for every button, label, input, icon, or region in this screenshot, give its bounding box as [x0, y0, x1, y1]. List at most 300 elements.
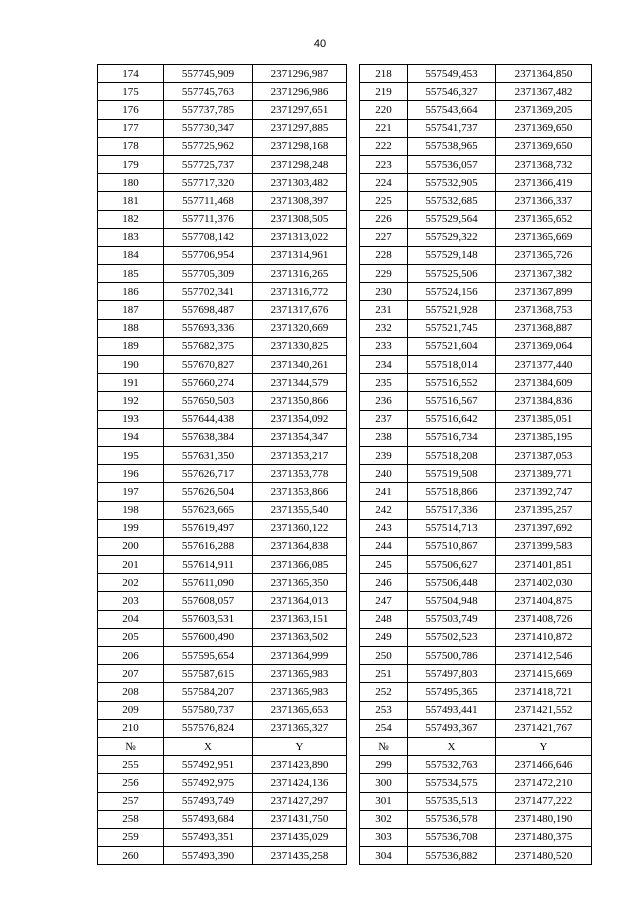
table-row — [360, 647, 592, 665]
table-row — [98, 810, 347, 828]
y-coordinate-cell: 2371399,583 — [496, 537, 592, 555]
point-number-cell: 253 — [360, 701, 408, 719]
point-number-cell: 245 — [360, 556, 408, 574]
point-number-cell: 258 — [98, 810, 164, 828]
x-coordinate-cell: 557521,604 — [408, 337, 496, 355]
point-number-cell: 236 — [360, 392, 408, 410]
table-row — [360, 301, 592, 319]
y-coordinate-cell: 2371354,347 — [253, 428, 347, 446]
x-coordinate-cell: 557516,734 — [408, 428, 496, 446]
point-number-cell: 242 — [360, 501, 408, 519]
table-row — [98, 465, 347, 483]
point-number-cell: 248 — [360, 610, 408, 628]
point-number-cell: 210 — [98, 719, 164, 737]
y-coordinate-cell: 2371435,029 — [253, 828, 347, 846]
x-coordinate-cell: 557518,208 — [408, 446, 496, 464]
x-coordinate-cell: 557536,708 — [408, 828, 496, 846]
table-row — [360, 265, 592, 283]
table-row — [360, 792, 592, 810]
y-coordinate-cell: 2371366,419 — [496, 174, 592, 192]
point-number-cell: 174 — [98, 65, 164, 83]
x-coordinate-cell: 557702,341 — [164, 283, 253, 301]
point-number-cell: 299 — [360, 756, 408, 774]
y-coordinate-cell: 2371330,825 — [253, 337, 347, 355]
y-coordinate-cell: 2371431,750 — [253, 810, 347, 828]
point-number-cell: 243 — [360, 519, 408, 537]
table-header-row — [98, 737, 347, 755]
x-coordinate-cell: 557543,664 — [408, 101, 496, 119]
x-coordinate-cell: 557693,336 — [164, 319, 253, 337]
table-row — [98, 428, 347, 446]
table-row — [360, 446, 592, 464]
point-number-cell: 244 — [360, 537, 408, 555]
x-coordinate-cell: 557626,717 — [164, 465, 253, 483]
table-row — [360, 628, 592, 646]
y-coordinate-cell: 2371385,051 — [496, 410, 592, 428]
y-coordinate-cell: 2371298,248 — [253, 155, 347, 173]
y-coordinate-cell: 2371340,261 — [253, 356, 347, 374]
header-x: X — [164, 737, 253, 755]
table-row — [360, 210, 592, 228]
table-row — [98, 265, 347, 283]
header-number: № — [360, 737, 408, 755]
y-coordinate-cell: 2371424,136 — [253, 774, 347, 792]
y-coordinate-cell: 2371368,732 — [496, 155, 592, 173]
table-row — [360, 101, 592, 119]
y-coordinate-cell: 2371480,375 — [496, 828, 592, 846]
table-row — [98, 828, 347, 846]
x-coordinate-cell: 557580,737 — [164, 701, 253, 719]
point-number-cell: 252 — [360, 683, 408, 701]
table-row — [98, 246, 347, 264]
point-number-cell: 221 — [360, 119, 408, 137]
y-coordinate-cell: 2371392,747 — [496, 483, 592, 501]
y-coordinate-cell: 2371480,520 — [496, 847, 592, 865]
table-row — [98, 847, 347, 865]
y-coordinate-cell: 2371397,692 — [496, 519, 592, 537]
y-coordinate-cell: 2371480,190 — [496, 810, 592, 828]
y-coordinate-cell: 2371385,195 — [496, 428, 592, 446]
table-row — [360, 847, 592, 865]
point-number-cell: 304 — [360, 847, 408, 865]
x-coordinate-cell: 557529,322 — [408, 228, 496, 246]
header-x: X — [408, 737, 496, 755]
x-coordinate-cell: 557623,665 — [164, 501, 253, 519]
y-coordinate-cell: 2371365,669 — [496, 228, 592, 246]
table-row — [360, 701, 592, 719]
point-number-cell: 301 — [360, 792, 408, 810]
point-number-cell: 206 — [98, 647, 164, 665]
point-number-cell: 255 — [98, 756, 164, 774]
table-row — [360, 246, 592, 264]
x-coordinate-cell: 557626,504 — [164, 483, 253, 501]
x-coordinate-cell: 557514,713 — [408, 519, 496, 537]
y-coordinate-cell: 2371365,983 — [253, 665, 347, 683]
table-row — [98, 410, 347, 428]
table-row — [360, 683, 592, 701]
x-coordinate-cell: 557493,351 — [164, 828, 253, 846]
point-number-cell: 193 — [98, 410, 164, 428]
x-coordinate-cell: 557495,365 — [408, 683, 496, 701]
x-coordinate-cell: 557534,575 — [408, 774, 496, 792]
point-number-cell: 176 — [98, 101, 164, 119]
y-coordinate-cell: 2371421,552 — [496, 701, 592, 719]
point-number-cell: 240 — [360, 465, 408, 483]
y-coordinate-cell: 2371363,502 — [253, 628, 347, 646]
table-row — [360, 465, 592, 483]
y-coordinate-cell: 2371364,013 — [253, 592, 347, 610]
y-coordinate-cell: 2371353,778 — [253, 465, 347, 483]
point-number-cell: 247 — [360, 592, 408, 610]
table-row — [360, 810, 592, 828]
x-coordinate-cell: 557660,274 — [164, 374, 253, 392]
point-number-cell: 194 — [98, 428, 164, 446]
point-number-cell: 178 — [98, 137, 164, 155]
table-row — [98, 501, 347, 519]
y-coordinate-cell: 2371354,092 — [253, 410, 347, 428]
point-number-cell: 302 — [360, 810, 408, 828]
y-coordinate-cell: 2371477,222 — [496, 792, 592, 810]
table-row — [360, 519, 592, 537]
point-number-cell: 223 — [360, 155, 408, 173]
table-row — [98, 574, 347, 592]
x-coordinate-cell: 557600,490 — [164, 628, 253, 646]
y-coordinate-cell: 2371308,397 — [253, 192, 347, 210]
x-coordinate-cell: 557521,928 — [408, 301, 496, 319]
point-number-cell: 197 — [98, 483, 164, 501]
point-number-cell: 180 — [98, 174, 164, 192]
point-number-cell: 177 — [98, 119, 164, 137]
table-row — [360, 356, 592, 374]
point-number-cell: 183 — [98, 228, 164, 246]
x-coordinate-cell: 557706,954 — [164, 246, 253, 264]
table-row — [98, 665, 347, 683]
y-coordinate-cell: 2371415,669 — [496, 665, 592, 683]
point-number-cell: 229 — [360, 265, 408, 283]
x-coordinate-cell: 557521,745 — [408, 319, 496, 337]
point-number-cell: 228 — [360, 246, 408, 264]
point-number-cell: 260 — [98, 847, 164, 865]
coordinates-table-right-body — [360, 65, 592, 865]
y-coordinate-cell: 2371408,726 — [496, 610, 592, 628]
y-coordinate-cell: 2371363,151 — [253, 610, 347, 628]
y-coordinate-cell: 2371364,838 — [253, 537, 347, 555]
x-coordinate-cell: 557518,014 — [408, 356, 496, 374]
y-coordinate-cell: 2371368,753 — [496, 301, 592, 319]
y-coordinate-cell: 2371367,899 — [496, 283, 592, 301]
point-number-cell: 209 — [98, 701, 164, 719]
point-number-cell: 226 — [360, 210, 408, 228]
table-row — [360, 65, 592, 83]
y-coordinate-cell: 2371466,646 — [496, 756, 592, 774]
y-coordinate-cell: 2371365,350 — [253, 574, 347, 592]
y-coordinate-cell: 2371369,205 — [496, 101, 592, 119]
x-coordinate-cell: 557536,057 — [408, 155, 496, 173]
y-coordinate-cell: 2371353,217 — [253, 446, 347, 464]
x-coordinate-cell: 557529,564 — [408, 210, 496, 228]
point-number-cell: 195 — [98, 446, 164, 464]
table-row — [98, 392, 347, 410]
x-coordinate-cell: 557536,578 — [408, 810, 496, 828]
table-row — [360, 756, 592, 774]
coordinates-table-left — [97, 64, 347, 865]
point-number-cell: 182 — [98, 210, 164, 228]
point-number-cell: 303 — [360, 828, 408, 846]
point-number-cell: 199 — [98, 519, 164, 537]
point-number-cell: 189 — [98, 337, 164, 355]
table-row — [98, 556, 347, 574]
table-row — [98, 683, 347, 701]
x-coordinate-cell: 557504,948 — [408, 592, 496, 610]
x-coordinate-cell: 557538,965 — [408, 137, 496, 155]
point-number-cell: 232 — [360, 319, 408, 337]
y-coordinate-cell: 2371296,987 — [253, 65, 347, 83]
table-row — [98, 774, 347, 792]
x-coordinate-cell: 557546,327 — [408, 83, 496, 101]
x-coordinate-cell: 557725,962 — [164, 137, 253, 155]
y-coordinate-cell: 2371365,652 — [496, 210, 592, 228]
x-coordinate-cell: 557705,309 — [164, 265, 253, 283]
table-row — [360, 228, 592, 246]
point-number-cell: 208 — [98, 683, 164, 701]
table-row — [98, 537, 347, 555]
point-number-cell: 224 — [360, 174, 408, 192]
y-coordinate-cell: 2371418,721 — [496, 683, 592, 701]
table-row — [360, 610, 592, 628]
x-coordinate-cell: 557608,057 — [164, 592, 253, 610]
y-coordinate-cell: 2371297,885 — [253, 119, 347, 137]
x-coordinate-cell: 557595,654 — [164, 647, 253, 665]
x-coordinate-cell: 557519,508 — [408, 465, 496, 483]
x-coordinate-cell: 557532,905 — [408, 174, 496, 192]
table-row — [360, 574, 592, 592]
table-row — [360, 337, 592, 355]
y-coordinate-cell: 2371395,257 — [496, 501, 592, 519]
y-coordinate-cell: 2371303,482 — [253, 174, 347, 192]
y-coordinate-cell: 2371421,767 — [496, 719, 592, 737]
point-number-cell: 222 — [360, 137, 408, 155]
x-coordinate-cell: 557516,642 — [408, 410, 496, 428]
table-row — [98, 337, 347, 355]
y-coordinate-cell: 2371365,327 — [253, 719, 347, 737]
y-coordinate-cell: 2371360,122 — [253, 519, 347, 537]
x-coordinate-cell: 557532,763 — [408, 756, 496, 774]
table-header-row — [360, 737, 592, 755]
table-row — [98, 719, 347, 737]
point-number-cell: 205 — [98, 628, 164, 646]
x-coordinate-cell: 557711,468 — [164, 192, 253, 210]
table-row — [360, 283, 592, 301]
point-number-cell: 218 — [360, 65, 408, 83]
x-coordinate-cell: 557587,615 — [164, 665, 253, 683]
table-row — [98, 374, 347, 392]
point-number-cell: 246 — [360, 574, 408, 592]
table-row — [98, 119, 347, 137]
x-coordinate-cell: 557524,156 — [408, 283, 496, 301]
table-row — [98, 610, 347, 628]
point-number-cell: 238 — [360, 428, 408, 446]
point-number-cell: 237 — [360, 410, 408, 428]
x-coordinate-cell: 557708,142 — [164, 228, 253, 246]
y-coordinate-cell: 2371387,053 — [496, 446, 592, 464]
x-coordinate-cell: 557745,909 — [164, 65, 253, 83]
point-number-cell: 227 — [360, 228, 408, 246]
coordinates-table-left-body — [98, 65, 347, 865]
x-coordinate-cell: 557503,749 — [408, 610, 496, 628]
x-coordinate-cell: 557493,441 — [408, 701, 496, 719]
header-y: Y — [496, 737, 592, 755]
point-number-cell: 187 — [98, 301, 164, 319]
page-number: 40 — [313, 38, 327, 50]
point-number-cell: 250 — [360, 647, 408, 665]
table-row — [360, 374, 592, 392]
x-coordinate-cell: 557611,090 — [164, 574, 253, 592]
point-number-cell: 256 — [98, 774, 164, 792]
table-row — [98, 446, 347, 464]
table-row — [360, 556, 592, 574]
table-row — [360, 392, 592, 410]
point-number-cell: 204 — [98, 610, 164, 628]
y-coordinate-cell: 2371402,030 — [496, 574, 592, 592]
header-number: № — [98, 737, 164, 755]
point-number-cell: 207 — [98, 665, 164, 683]
point-number-cell: 225 — [360, 192, 408, 210]
x-coordinate-cell: 557510,867 — [408, 537, 496, 555]
x-coordinate-cell: 557502,523 — [408, 628, 496, 646]
y-coordinate-cell: 2371384,836 — [496, 392, 592, 410]
table-row — [98, 647, 347, 665]
table-row — [98, 192, 347, 210]
point-number-cell: 190 — [98, 356, 164, 374]
y-coordinate-cell: 2371369,064 — [496, 337, 592, 355]
y-coordinate-cell: 2371350,866 — [253, 392, 347, 410]
table-row — [98, 592, 347, 610]
y-coordinate-cell: 2371320,669 — [253, 319, 347, 337]
table-row — [98, 65, 347, 83]
point-number-cell: 251 — [360, 665, 408, 683]
y-coordinate-cell: 2371364,999 — [253, 647, 347, 665]
y-coordinate-cell: 2371316,772 — [253, 283, 347, 301]
x-coordinate-cell: 557492,975 — [164, 774, 253, 792]
x-coordinate-cell: 557549,453 — [408, 65, 496, 83]
table-row — [360, 537, 592, 555]
y-coordinate-cell: 2371367,382 — [496, 265, 592, 283]
y-coordinate-cell: 2371344,579 — [253, 374, 347, 392]
table-row — [98, 792, 347, 810]
table-row — [360, 83, 592, 101]
table-row — [360, 174, 592, 192]
point-number-cell: 188 — [98, 319, 164, 337]
y-coordinate-cell: 2371353,866 — [253, 483, 347, 501]
point-number-cell: 181 — [98, 192, 164, 210]
y-coordinate-cell: 2371365,983 — [253, 683, 347, 701]
y-coordinate-cell: 2371297,651 — [253, 101, 347, 119]
table-row — [360, 192, 592, 210]
header-y: Y — [253, 737, 347, 755]
table-row — [98, 701, 347, 719]
point-number-cell: 234 — [360, 356, 408, 374]
x-coordinate-cell: 557576,824 — [164, 719, 253, 737]
y-coordinate-cell: 2371472,210 — [496, 774, 592, 792]
y-coordinate-cell: 2371369,650 — [496, 137, 592, 155]
table-row — [360, 428, 592, 446]
point-number-cell: 300 — [360, 774, 408, 792]
x-coordinate-cell: 557717,320 — [164, 174, 253, 192]
table-row — [98, 756, 347, 774]
point-number-cell: 219 — [360, 83, 408, 101]
x-coordinate-cell: 557506,627 — [408, 556, 496, 574]
y-coordinate-cell: 2371404,875 — [496, 592, 592, 610]
x-coordinate-cell: 557516,552 — [408, 374, 496, 392]
x-coordinate-cell: 557730,347 — [164, 119, 253, 137]
point-number-cell: 241 — [360, 483, 408, 501]
x-coordinate-cell: 557638,384 — [164, 428, 253, 446]
table-row — [98, 356, 347, 374]
point-number-cell: 198 — [98, 501, 164, 519]
x-coordinate-cell: 557584,207 — [164, 683, 253, 701]
point-number-cell: 249 — [360, 628, 408, 646]
x-coordinate-cell: 557506,448 — [408, 574, 496, 592]
point-number-cell: 201 — [98, 556, 164, 574]
table-row — [98, 301, 347, 319]
y-coordinate-cell: 2371389,771 — [496, 465, 592, 483]
point-number-cell: 200 — [98, 537, 164, 555]
point-number-cell: 233 — [360, 337, 408, 355]
y-coordinate-cell: 2371410,872 — [496, 628, 592, 646]
y-coordinate-cell: 2371435,258 — [253, 847, 347, 865]
x-coordinate-cell: 557614,911 — [164, 556, 253, 574]
y-coordinate-cell: 2371316,265 — [253, 265, 347, 283]
y-coordinate-cell: 2371412,546 — [496, 647, 592, 665]
y-coordinate-cell: 2371401,851 — [496, 556, 592, 574]
point-number-cell: 220 — [360, 101, 408, 119]
table-row — [98, 137, 347, 155]
y-coordinate-cell: 2371367,482 — [496, 83, 592, 101]
point-number-cell: 257 — [98, 792, 164, 810]
x-coordinate-cell: 557516,567 — [408, 392, 496, 410]
x-coordinate-cell: 557493,390 — [164, 847, 253, 865]
x-coordinate-cell: 557493,367 — [408, 719, 496, 737]
table-row — [360, 828, 592, 846]
table-row — [360, 592, 592, 610]
point-number-cell: 230 — [360, 283, 408, 301]
x-coordinate-cell: 557644,438 — [164, 410, 253, 428]
y-coordinate-cell: 2371296,986 — [253, 83, 347, 101]
table-row — [360, 774, 592, 792]
point-number-cell: 175 — [98, 83, 164, 101]
x-coordinate-cell: 557711,376 — [164, 210, 253, 228]
point-number-cell: 196 — [98, 465, 164, 483]
table-row — [98, 174, 347, 192]
point-number-cell: 184 — [98, 246, 164, 264]
x-coordinate-cell: 557525,506 — [408, 265, 496, 283]
x-coordinate-cell: 557725,737 — [164, 155, 253, 173]
table-row — [98, 228, 347, 246]
x-coordinate-cell: 557619,497 — [164, 519, 253, 537]
point-number-cell: 202 — [98, 574, 164, 592]
table-row — [98, 519, 347, 537]
x-coordinate-cell: 557497,803 — [408, 665, 496, 683]
x-coordinate-cell: 557631,350 — [164, 446, 253, 464]
x-coordinate-cell: 557535,513 — [408, 792, 496, 810]
x-coordinate-cell: 557616,288 — [164, 537, 253, 555]
table-row — [98, 83, 347, 101]
y-coordinate-cell: 2371313,022 — [253, 228, 347, 246]
y-coordinate-cell: 2371298,168 — [253, 137, 347, 155]
x-coordinate-cell: 557670,827 — [164, 356, 253, 374]
table-row — [360, 483, 592, 501]
table-row — [360, 137, 592, 155]
